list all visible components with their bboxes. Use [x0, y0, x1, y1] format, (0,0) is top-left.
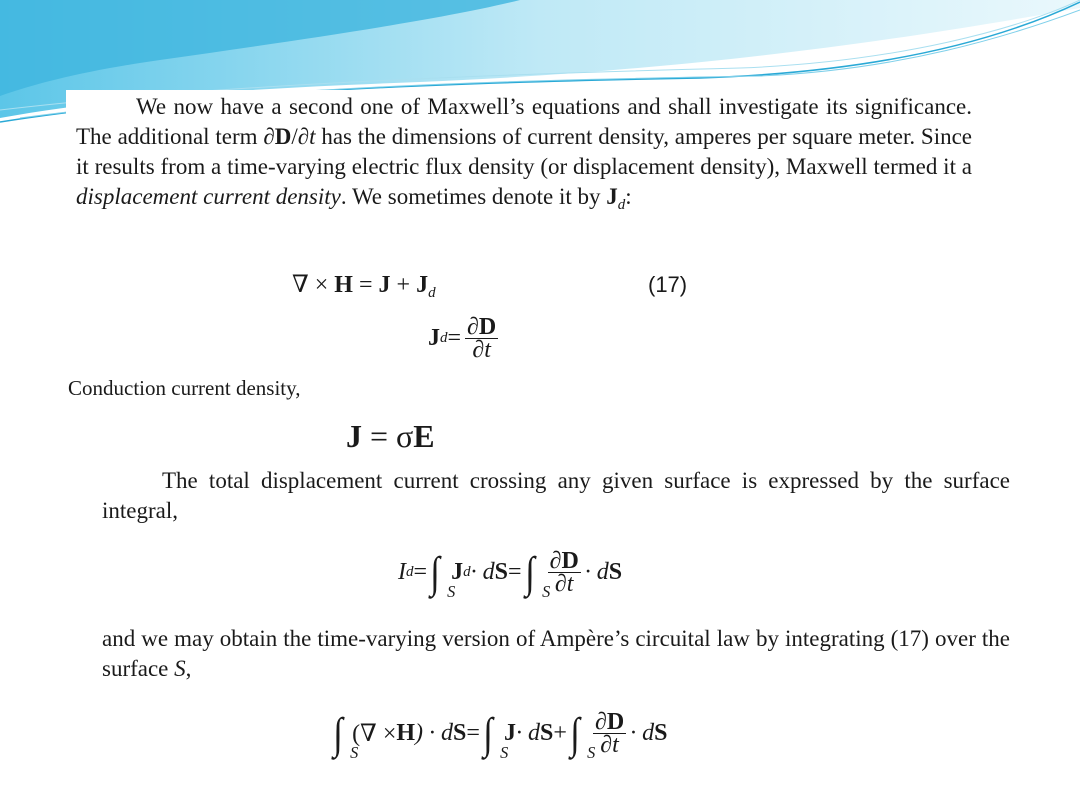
equation-number: (17) [648, 272, 688, 297]
ampere-paragraph: and we may obtain the time-varying version of Ampère’s circuital law by integrating (17) over the surface S, [102, 626, 1010, 681]
conduction-current-label: Conduction current density, [68, 376, 301, 400]
ohm-law-equation: J = σE [346, 418, 435, 454]
emphasis-displacement-current-density: displacement current density [76, 184, 341, 209]
equation-17: ∇ × $H = J + J_d$ [292, 272, 436, 301]
jd-definition: J d = $\frac{\partial D}{\partial t}$ [428, 314, 497, 363]
intro-paragraph: We now have a second one of Maxwell’s equations and shall investigate its significance. The additional term ∂D/∂t has the dimensions of current density, amperes per square meter. Since it results from a time-varying electric flux density (or displacement density), Maxwell termed it a displacement current density. We sometimes denote it by $J_d$: [66, 90, 980, 246]
surface-integral-paragraph: The total displacement current crossing any given surface is expressed by the surface integral, [102, 468, 1010, 523]
ampere-circuital-law-integral: ∫ S (∇ × H ) · d S = ∫ S J · d S + ∫ S $\frac{\partial D}{\partial t}$ · d S [333, 708, 668, 762]
displacement-current-integral: I d = ∫ S J d · d S = ∫ S $\frac{\partial D}{\partial t}$ · d S [398, 547, 623, 601]
